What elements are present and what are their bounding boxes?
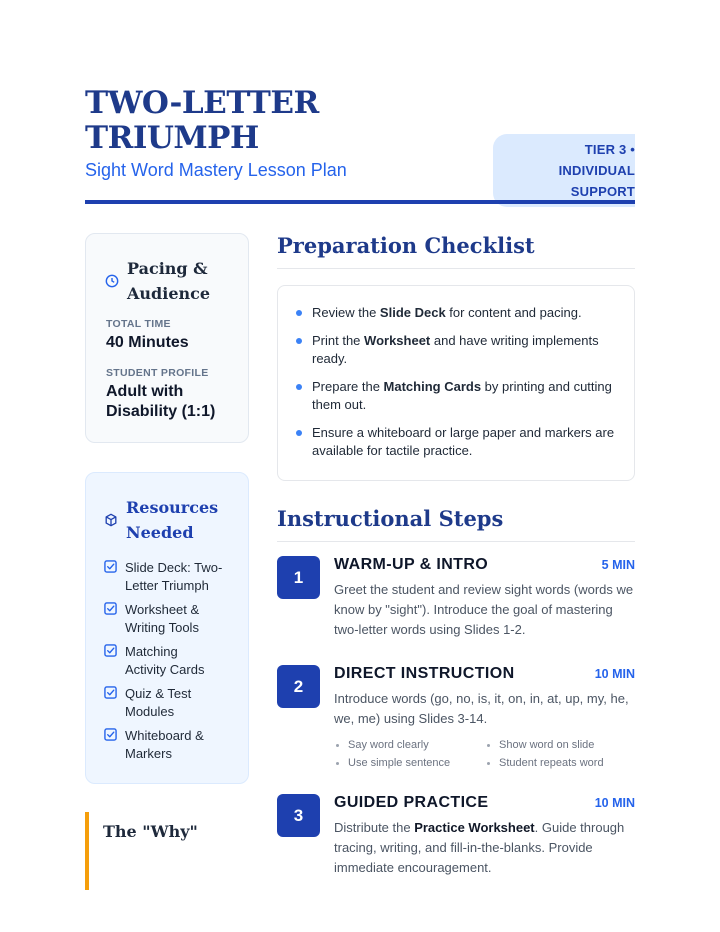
step-duration: 5 MIN [601, 558, 635, 572]
instructional-steps-title: Instructional Steps [277, 505, 635, 542]
step-number: 3 [277, 794, 320, 837]
step-description: Greet the student and review sight words (words we know by "sight"). Introduce the goal of mastering two-letter words using Slides 1-2. [334, 582, 634, 637]
bullet-dot [296, 310, 302, 316]
step-2 [277, 665, 635, 771]
step-description: Distribute the Practice Worksheet. Guide through tracing, writing, and fill-in-the-blanks. Provide immediate encouragement. [334, 820, 625, 875]
step-duration: 10 MIN [594, 796, 635, 810]
checklist-item [296, 332, 616, 368]
instructional-steps-section [277, 505, 635, 875]
lesson-title: TWO-LETTER TRIUMPH [85, 85, 319, 156]
checklist-item-text: Ensure a whiteboard or large paper and markers are available for tactile practice. [312, 425, 615, 458]
resource-item-label: Quiz & Test Modules [125, 686, 192, 719]
resource-item [104, 601, 230, 637]
resource-item-label: Matching Activity Cards [125, 644, 205, 677]
step-duration: 10 MIN [594, 667, 635, 681]
checkbox-checked-icon [104, 686, 117, 699]
checklist-item [296, 304, 616, 322]
resources-card-title: Resources Needed [126, 498, 219, 542]
step-title: DIRECT INSTRUCTION [334, 665, 515, 682]
step-bullet: Use simple sentence [334, 755, 485, 771]
resource-item [104, 685, 230, 721]
pacing-card-title: Pacing & Audience [127, 259, 211, 303]
checklist-item [296, 378, 616, 414]
step-title: WARM-UP & INTRO [334, 556, 489, 573]
step-1 [277, 556, 635, 640]
checklist-item-text: Prepare the Matching Cards by printing and cutting them out. [312, 379, 612, 412]
tier-badge [493, 134, 635, 207]
total-time-label: TOTAL TIME [106, 318, 171, 330]
bullet-dot [296, 384, 302, 390]
header-divider [85, 200, 635, 204]
bullet-dot [296, 430, 302, 436]
step-number: 1 [277, 556, 320, 599]
resource-item-label: Slide Deck: Two- Letter Triumph [125, 560, 223, 593]
resources-card [85, 472, 249, 784]
resources-card-header [104, 495, 230, 545]
step-number: 2 [277, 665, 320, 708]
pacing-card-header [105, 256, 228, 306]
step-bullets [334, 737, 635, 771]
resource-item [104, 727, 230, 763]
tier-badge-line1: TIER 3 • INDIVIDUAL [558, 142, 635, 178]
checkbox-checked-icon [104, 644, 117, 657]
pacing-card [85, 233, 249, 443]
checkbox-checked-icon [104, 602, 117, 615]
step-3 [277, 794, 635, 878]
header [85, 85, 635, 199]
step-bullet: Student repeats word [485, 755, 635, 771]
preparation-checklist [277, 285, 635, 481]
resource-item [104, 559, 230, 595]
box-icon [104, 513, 118, 527]
resource-item-label: Whiteboard & Markers [125, 728, 204, 761]
step-description: Introduce words (go, no, is, it, on, in, at, up, my, he, we, me) using Slides 3-14. [334, 691, 629, 726]
resource-item-label: Worksheet & Writing Tools [125, 602, 200, 635]
checklist-item-text: Review the Slide Deck for content and pacing. [312, 305, 582, 320]
checklist-item-text: Print the Worksheet and have writing implements ready. [312, 333, 599, 366]
checkbox-checked-icon [104, 560, 117, 573]
resource-item [104, 643, 230, 679]
student-profile-value: Adult with Disability (1:1) [106, 383, 216, 420]
checklist-item [296, 424, 616, 460]
bullet-dot [296, 338, 302, 344]
why-callout [85, 812, 198, 890]
checkbox-checked-icon [104, 728, 117, 741]
step-bullet: Show word on slide [485, 737, 635, 753]
preparation-section [277, 232, 635, 481]
step-title: GUIDED PRACTICE [334, 794, 489, 811]
student-profile-label: STUDENT PROFILE [106, 367, 209, 379]
tier-badge-line2: SUPPORT [570, 184, 635, 199]
clock-icon [105, 274, 119, 288]
total-time-value: 40 Minutes [106, 334, 189, 351]
preparation-title: Preparation Checklist [277, 232, 635, 269]
resources-list [104, 559, 230, 763]
why-title: The "Why" [103, 822, 198, 841]
lesson-subtitle: Sight Word Mastery Lesson Plan [85, 160, 347, 180]
step-bullet: Say word clearly [334, 737, 485, 753]
